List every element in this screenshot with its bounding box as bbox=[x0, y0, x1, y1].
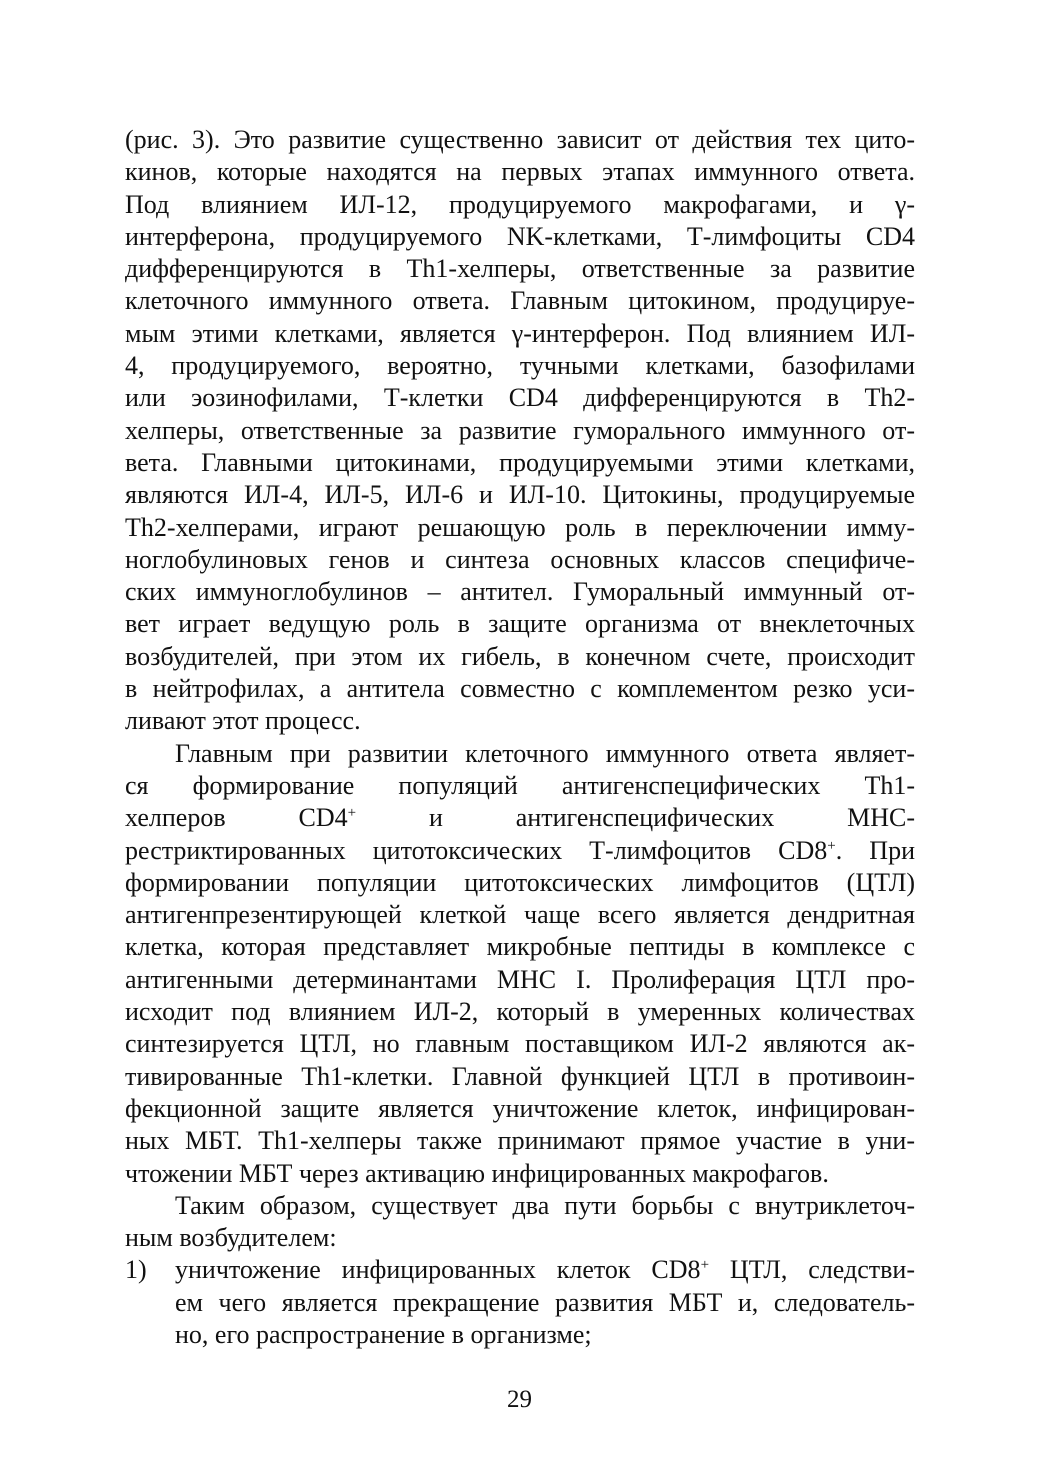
text-line: в нейтрофилах, а антитела совместно с комплементом резко уси- bbox=[125, 674, 915, 704]
text-segment: антигенспецифических MHC- bbox=[515, 803, 916, 833]
body-text bbox=[125, 124, 915, 1351]
text-line: антигенными детерминантами MHC I. Пролиферация ЦТЛ про- bbox=[125, 964, 915, 994]
text-line: антигенпрезентирующей клеткой чаще всего является дендритная bbox=[125, 900, 915, 930]
text-line: но, его распространение в организме; bbox=[175, 1319, 592, 1349]
superscript: + bbox=[827, 837, 836, 854]
text-line: исходит под влиянием ИЛ-2, который в умеренных количествах bbox=[125, 997, 915, 1027]
text-line: кинов, которые находятся на первых этапах иммунного ответа. bbox=[125, 157, 915, 187]
list-marker: 1) bbox=[125, 1255, 147, 1285]
text-segment: и bbox=[428, 803, 443, 833]
text-line: ноглобулиновых генов и синтеза основных классов специфиче- bbox=[125, 544, 915, 574]
superscript: + bbox=[700, 1257, 710, 1274]
text-segment: . При bbox=[835, 835, 915, 865]
text-line: мым этими клетками, является γ-интерферон. Под влиянием ИЛ- bbox=[125, 318, 915, 348]
text-line: ем чего является прекращение развития МБТ и, следователь- bbox=[175, 1287, 915, 1317]
text-line: или эозинофилами, Т-клетки CD4 дифференцируются в Th2- bbox=[125, 383, 915, 413]
text-line: ливают этот процесс. bbox=[125, 706, 361, 736]
text-line bbox=[125, 802, 915, 834]
text-line: клетка, которая представляет микробные пептиды в комплексе с bbox=[125, 932, 915, 962]
text-line: дифференцируются в Th1-хелперы, ответственные за развитие bbox=[125, 254, 915, 284]
page-number: 29 bbox=[507, 1386, 532, 1413]
text-segment: рестриктированных цитотоксических Т-лимфоцитов CD8 bbox=[125, 835, 828, 865]
superscript: + bbox=[347, 805, 357, 822]
text-line: тивированные Th1-клетки. Главной функцией ЦТЛ в противоин- bbox=[125, 1061, 915, 1091]
text-line: возбудителей, при этом их гибель, в конечном счете, происходит bbox=[125, 641, 915, 671]
text-line: клеточного иммунного ответа. Главным цитокином, продуцируе- bbox=[125, 286, 915, 316]
text-line: Th2-хелперами, играют решающую роль в переключении имму- bbox=[125, 512, 915, 542]
text-line: Главным при развитии клеточного иммунного ответа являет- bbox=[175, 738, 915, 768]
text-line: являются ИЛ-4, ИЛ-5, ИЛ-6 и ИЛ-10. Цитокины, продуцируемые bbox=[125, 480, 915, 510]
text-line: фекционной защите является уничтожение клеток, инфицирован- bbox=[125, 1093, 915, 1123]
text-line: интерферона, продуцируемого NK-клетками, Т-лимфоциты CD4 bbox=[125, 221, 915, 251]
text-line: вет играет ведущую роль в защите организма от внеклеточных bbox=[125, 609, 915, 639]
text-line: формировании популяции цитотоксических лимфоцитов (ЦТЛ) bbox=[125, 867, 915, 897]
text-segment: ЦТЛ, следстви- bbox=[709, 1255, 915, 1285]
text-line: ных МБТ. Th1-хелперы также принимают прямое участие в уни- bbox=[125, 1126, 915, 1156]
text-line: Таким образом, существует два пути борьбы с внутриклеточ- bbox=[175, 1190, 915, 1220]
text-line: ным возбудителем: bbox=[125, 1223, 337, 1253]
text-line: синтезируется ЦТЛ, но главным поставщиком ИЛ-2 являются ак- bbox=[125, 1029, 915, 1059]
text-line: ских иммуноглобулинов – антител. Гуморальный иммунный от- bbox=[125, 577, 915, 607]
text-line: хелперы, ответственные за развитие гуморального иммунного от- bbox=[125, 415, 915, 445]
list-item bbox=[125, 1254, 915, 1351]
text-segment: хелперов CD4 bbox=[125, 803, 348, 833]
text-line bbox=[125, 1254, 915, 1286]
text-line: чтожении МБТ через активацию инфицированных макрофагов. bbox=[125, 1158, 829, 1188]
text-line: Под влиянием ИЛ-12, продуцируемого макрофагами, и γ- bbox=[125, 189, 915, 219]
text-line: 4, продуцируемого, вероятно, тучными клетками, базофилами bbox=[125, 351, 915, 381]
text-line bbox=[125, 835, 915, 867]
text-segment: уничтожение инфицированных клеток CD8 bbox=[175, 1255, 701, 1285]
text-line: вета. Главными цитокинами, продуцируемыми этими клетками, bbox=[125, 447, 915, 477]
text-line: (рис. 3). Это развитие существенно зависит от действия тех цито- bbox=[125, 125, 915, 154]
text-line: ся формирование популяций антигенспецифических Th1- bbox=[125, 770, 915, 800]
